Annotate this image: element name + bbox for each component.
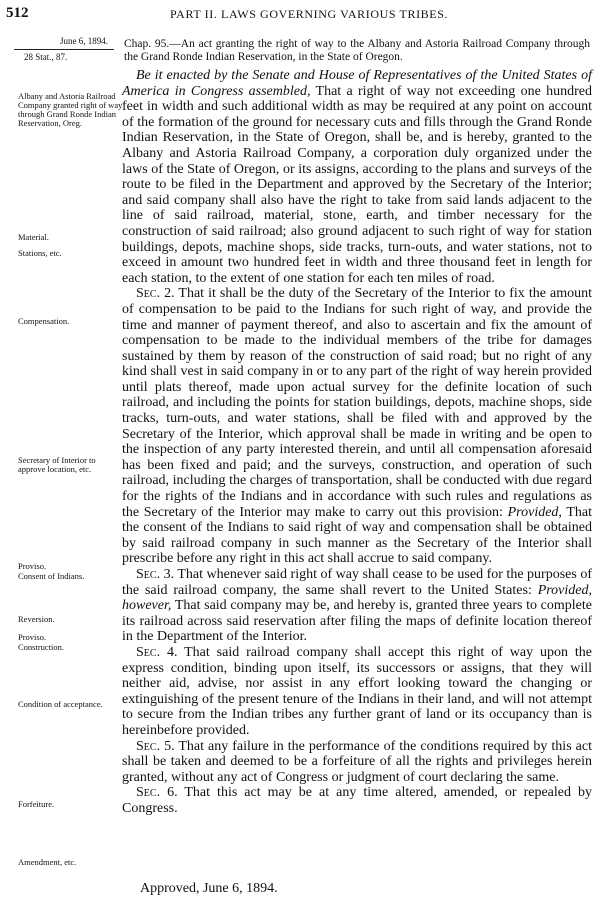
margin-note-amendment: Amendment, etc. [18, 857, 77, 867]
margin-note-secretary-approve: Secretary of Interior to approve location, etc. [18, 455, 96, 474]
page-header [0, 5, 600, 23]
page-number: 512 [6, 5, 29, 21]
section-6-text: That this act may be at any time altered, amended, or repealed by Congress. [122, 785, 593, 816]
section-2-provided: Provided, [507, 504, 562, 520]
act-body [122, 68, 592, 817]
margin-note-consent: Consent of Indians. [18, 571, 85, 581]
section-3-label: Sec. 3. [136, 567, 175, 582]
divider [14, 49, 114, 50]
enacting-clause: Be it enacted by the Senate and House of Representatives of the United States of America in Congress assembled, [122, 68, 592, 99]
section-6-label: Sec. 6. [136, 785, 178, 801]
section-2-text-b: That the consent of the Indians to said right of way and compensation shall be obtained by said railroad company in such manner as the Secretary of the Interior shall prescribe before any right in this act shall accrue to said company. [122, 504, 593, 567]
margin-note-material: Material. [18, 232, 49, 242]
section-4-text: That said railroad company shall accept this right of way upon the express condition, binding upon itself, its successors or assigns, that they will neither aid, advise, nor assist in any effort looking toward the changing or extinguishing of the present tenure of the Indians in their land, and will not attempt to secure from the Indian tribes any further grant of land or its occupancy than is hereinbefore provided. [122, 644, 592, 738]
section-4-label: Sec. 4. [136, 644, 178, 660]
section-5-text: That any failure in the performance of the conditions required by this act shall be taken and deemed to be a forfeiture of all the rights and privileges herein granted, without any act of Congress or judgment of court declaring the same. [122, 738, 592, 785]
margin-note-reversion: Reversion. [18, 614, 55, 624]
section-2-label: Sec. 2. [136, 286, 175, 302]
section-3-text: That whenever said right of way shall cease to be used for the purposes of the said railroad company, the same shall revert to the United States: [122, 567, 592, 598]
section-2 [122, 286, 592, 567]
section-1-text: That a right of way not exceeding one hundred feet in width and such additional width as may be required at any point on account of the formation of the ground for necessary cuts and fills through the Grand Ronde Indian Reservation, in the State of Oregon, shall be, and is hereby, granted to the Albany and Astoria Railroad Company, a corporation duly organized under the laws of the State of Oregon, or its assigns, according to the plans and surveys of the route to be filed in the Department and approved by the Secretary of the Interior; and said company shall also have the right to take from said lands adjacent to the line of said railroad, material, stone, earth, and timber necessary for the construction of said railroad; also ground adjacent to such right of way for station buildings, depots, machine shops, side tracks, turn-outs, and water stations, not to exceed in amount two hundred feet in width and three thousand feet in length for each station, to the extent of one station for each ten miles of road. [122, 83, 592, 286]
chapter-meta [14, 36, 114, 62]
section-2-text: That it shall be the duty of the Secretary of the Interior to fix the amount of compensation to be paid to the Indians for such right of way, and provide the time and manner of payment thereof, and also to ascertain and fix the amount of compensation to be made to the individual members of the tribe for damages sustained by them by reason of the construction of said road; but no right of any kind shall vest in said company in or to any part of the right of way herein provided until plats thereof, made upon actual survey for the definite location of such railroad, and including the points for station buildings, depots, machine shops, side tracks, turn-outs, and water stations, shall be filed with and approved by the Secretary of the Interior, which approval shall be made in writing and be open to the inspection of any party interested therein, and until all compensation aforesaid has been fixed and paid; and the surveys, construction, and operation of such railroad, including the charges of transportation, shall be conducted with due regard for the rights of the Indians and in accordance with such rules and regulations as the Secretary of the Interior may make to carry out this provision: [122, 286, 592, 520]
margin-note-proviso-2: Proviso. [18, 632, 47, 642]
section-5-label: Sec. 5. [136, 738, 175, 754]
margin-note-construction: Construction. [18, 642, 65, 652]
margin-note-compensation: Compensation. [18, 316, 70, 326]
margin-note-proviso: Proviso. [18, 561, 47, 571]
section-1 [122, 68, 592, 286]
chapter-heading: Chap. 95.—An act granting the right of way to the Albany and Astoria Railroad Company through the Grand Ronde Indian Reservation, in the State of Oregon. [124, 38, 590, 63]
section-5 [122, 739, 592, 786]
section-3-provided: Provided, however, [122, 582, 592, 614]
margin-note-stations: Stations, etc. [18, 248, 62, 258]
running-title: PART II. LAWS GOVERNING VARIOUS TRIBES. [170, 7, 449, 21]
section-3 [122, 567, 592, 645]
section-3-text-b: That said company may be, and hereby is, granted three years to complete its railroad across said reservation after filing the maps of definite location thereof in the Department of the Interior. [122, 598, 592, 645]
chapter-date: June 6, 1894. [60, 36, 108, 46]
statute-citation: 28 Stat., 87. [24, 52, 68, 62]
margin-note-grant: Albany and Astoria Railroad Company granted right of way through Grand Ronde Indian Reservation, Oreg. [18, 91, 123, 128]
margin-note-condition: Condition of acceptance. [18, 699, 103, 709]
approval-line: Approved, June 6, 1894. [140, 881, 278, 896]
section-6 [122, 785, 592, 816]
section-4 [122, 645, 592, 739]
margin-note-forfeiture: Forfeiture. [18, 799, 55, 809]
